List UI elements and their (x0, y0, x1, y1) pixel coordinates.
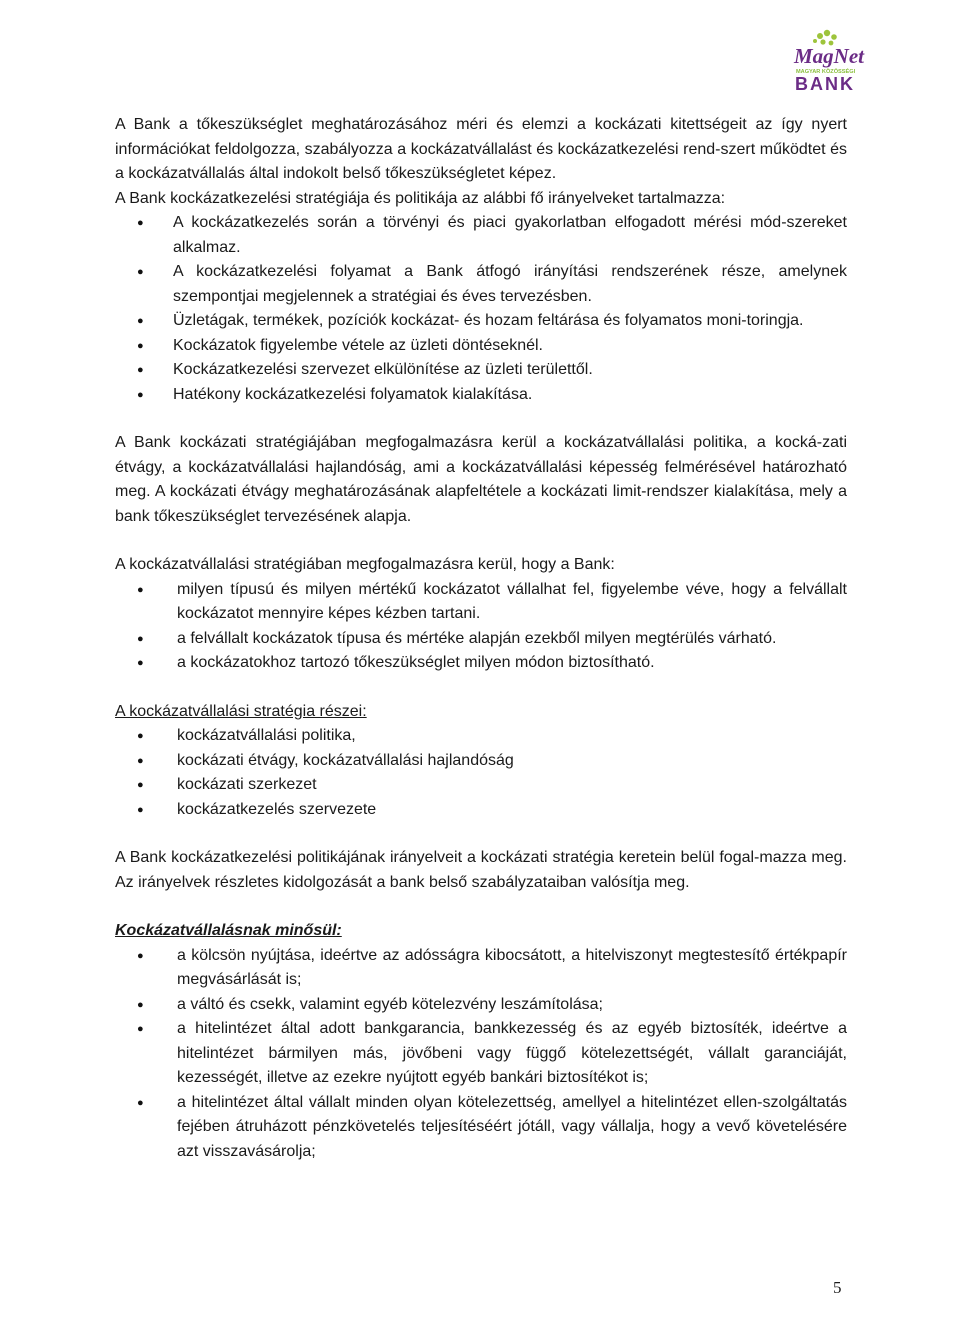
list-item: ● a hitelintézet által adott bankgarancia, bankkezesség és az egyéb biztosíték, ideértve a hitelintézet bármilyen más, jövőbeni vagy függő kötelezettségét, vállalt garanciáját, kezességét, illetve az ezekre nyújtott egyéb bankári biztosítékot is; (115, 1017, 847, 1091)
logo-line3: BANK (795, 74, 855, 94)
logo-line1: MagNet (794, 44, 864, 68)
risk-taking-qualifies-list (115, 944, 847, 1165)
paragraph-capital-requirement: A Bank a tőkeszükséglet meghatározásához méri és elemzi a kockázati kitettségeit az így nyert információkat feldolgozza, szabályozza a kockázatvállalást és kockázatkezelési rend-szert működtet és a kockázatvállalás által indokolt belső tőkeszükségletet képez. (115, 116, 847, 182)
list-item: ● milyen típusú és milyen mértékű kockázatot vállalhat fel, figyelembe véve, hogy a felvállalt kockázatot mennyire képes kézben tartani. (115, 578, 847, 627)
list-item: ● a kockázatokhoz tartozó tőkeszükséglet milyen módon biztosítható. (115, 651, 847, 676)
magnet-bank-logo (790, 28, 870, 94)
paragraph-risk-taking-intro: A kockázatvállalási stratégiában megfogalmazásra kerül, hogy a Bank: (115, 556, 615, 573)
document-body (115, 113, 847, 1164)
list-item: ● a váltó és csekk, valamint egyéb kötelezvény leszámítolása; (115, 993, 847, 1018)
risk-taking-list (115, 578, 847, 676)
list-item: ● Hatékony kockázatkezelési folyamatok kialakítása. (115, 383, 847, 408)
paragraph-guidelines-intro: A Bank kockázatkezelési stratégiája és politikája az alábbi fő irányelveket tartalmazza: (115, 189, 726, 207)
list-item: ● kockázatvállalási politika, (115, 724, 847, 749)
list-item: ● A kockázatkezelési folyamat a Bank átfogó irányítási rendszerének része, amelynek szempontjai megjelennek a stratégiai és éves tervezésben. (115, 260, 847, 309)
list-item: ● Kockázatkezelési szervezet elkülönítése az üzleti területtől. (115, 358, 847, 383)
list-item: ● kockázati szerkezet (115, 773, 847, 798)
risk-taking-qualifies-heading: Kockázatvállalásnak minősül: (115, 922, 342, 939)
guidelines-list (115, 211, 847, 407)
strategy-parts-list (115, 724, 847, 822)
list-item: ● a felvállalt kockázatok típusa és mértéke alapján ezekből milyen megtérülés várható. (115, 627, 847, 652)
paragraph-risk-policy: A Bank kockázatkezelési politikájának irányelveit a kockázati stratégia keretein belül fogal-mazza meg. Az irányelvek részletes kidolgozását a bank belső szabályzataiban valósítja meg. (115, 849, 847, 891)
page-number: 5 (833, 1278, 842, 1297)
list-item: ● a kölcsön nyújtása, ideértve az adósságra kibocsátott, a hitelviszonyt megtestesítő értékpapír megvásárlását is; (115, 944, 847, 993)
list-item: ● A kockázatkezelés során a törvényi és piaci gyakorlatban elfogadott mérési mód-szereket alkalmaz. (115, 211, 847, 260)
list-item: ● Üzletágak, termékek, pozíciók kockázat- és hozam feltárása és folyamatos moni-toringja. (115, 309, 847, 334)
logo-line2: MAGYAR KÖZÖSSÉGI (796, 69, 856, 75)
list-item: ● Kockázatok figyelembe vétele az üzleti döntéseknél. (115, 334, 847, 359)
list-item: ● a hitelintézet által vállalt minden olyan kötelezettség, amellyel a hitelintézet ellen-szolgáltatás fejében átruházott pénzkövetelés teljesítéséért jótáll, vagy vállalja, hogy a vevő követelésére azt visszavásárolja; (115, 1091, 847, 1165)
list-item: ● kockázatkezelés szervezete (115, 798, 847, 823)
strategy-parts-heading: A kockázatvállalási stratégia részei: (115, 702, 367, 720)
paragraph-risk-strategy: A Bank kockázati stratégiájában megfogalmazásra kerül a kockázatvállalási politika, a kocká-zati étvágy, a kockázatvállalási hajlandóság, ami a kockázatvállalási képesség felmérésével határozható meg. A kockázati étvágy meghatározásának alapfeltétele a kockázati limit-rendszer kialakítása, mely a bank tőkeszükséglet tervezésének alapja. (115, 434, 847, 525)
list-item: ● kockázati étvágy, kockázatvállalási hajlandóság (115, 749, 847, 774)
